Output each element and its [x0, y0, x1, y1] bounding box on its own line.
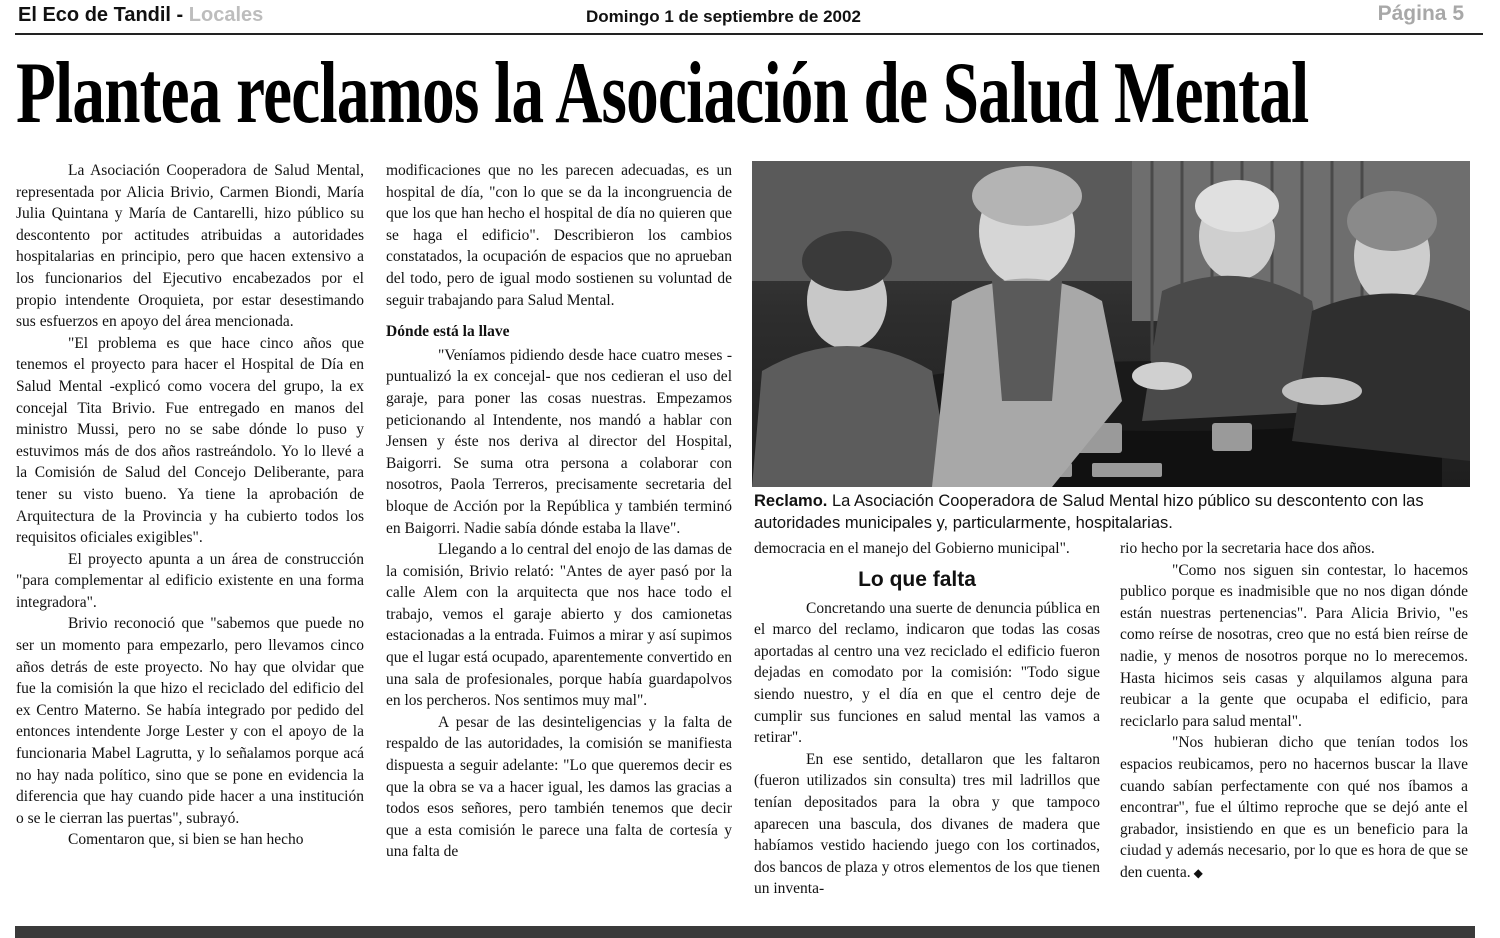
photo-illustration — [752, 161, 1470, 487]
paragraph-text: "Nos hubieran dicho que tenían todos los espacios reubicamos, pero no hacernos buscar la llave cuando sabían perfectamente con qué nos íbamos a encontrar", fue el último reproche que se dejó ante el grabador, insistiendo en que es un beneficio para la ciudad y además necesario, por lo que es hora de que se den cuenta. — [1120, 734, 1468, 881]
paragraph: El proyecto apunta a un área de construcción "para complementar al edificio existente en una forma integradora". — [16, 550, 364, 611]
news-photo — [752, 161, 1470, 487]
paragraph: La Asociación Cooperadora de Salud Mental, representada por Alicia Brivio, Carmen Biondi, María Julia Quintana y María de Cantarelli, hizo público su descontento por actitudes atribuidas a autoridades hospitalarias en principio, pero que hacen extensivo a los funcionarios del Ejecutivo encabezados por el propio intendente Oroquieta, por estar desestimando sus esfuerzos en apoyo del área mencionada. — [16, 162, 364, 331]
paragraph: "El problema es que hace cinco años que tenemos el proyecto para hacer el Hospital de Día en Salud Mental -explicó como vocera del grupo, la ex concejal Tita Brivio. Fue entregado en manos del ministro Mussi, pero no se sabe dónde lo puso y estuvimos más de dos años rastreándolo. Yo lo llevé a la Comisión de Salud del Concejo Deliberante, para tener su visto bueno. Ya tiene la aprobación de Arquitectura de la Provincia y ha cubierto todos los requisitos oficiales exigibles". — [16, 334, 364, 547]
paragraph: Comentaron que, si bien se han hecho — [68, 831, 304, 849]
newspaper-title: El Eco de Tandil - — [18, 4, 189, 26]
paragraph: "Como nos siguen sin contestar, lo hacemos publico porque es inadmisible que no nos digan dónde están nuestras pertenencias". Para Alicia Brivio, "es como reírse de nosotras, creo que no está bien reírse de nadie, y menos de nosotros porque no lo merecemos. Hasta hicimos seis casas y alquilamos alguna para reubicar a la gente que ocupaba el edificio, para reciclarlo para salud mental". — [1120, 561, 1468, 730]
issue-date: Domingo 1 de septiembre de 2002 — [586, 7, 861, 26]
newspaper-name — [18, 4, 263, 27]
section-name: Locales — [188, 4, 264, 26]
paragraph — [1120, 732, 1468, 884]
photo-caption — [754, 490, 1472, 534]
subheading-lo-que-falta: Lo que falta — [858, 567, 976, 591]
paragraph: En ese sentido, detallaron que les faltaron (fueron utilizados sin consulta) tres mil ladrillos que tenían depositados para la obra y que tampoco aparecen una bascula, dos divanes de madera que habíamos vestido haciendo juego con los cortinados, dos bancos de plaza y otros elementos de los que tienen un inventa- — [754, 750, 1100, 898]
caption-text: La Asociación Cooperadora de Salud Mental hizo público su descontento con las autoridades municipales y, particularmente, hospitalarias. — [754, 492, 1424, 532]
page-number: Página 5 — [1377, 2, 1464, 25]
paragraph: democracia en el manejo del Gobierno municipal". — [754, 540, 1070, 557]
subheading-donde-esta-la-llave: Dónde está la llave — [386, 323, 510, 341]
paragraph: Concretando una suerte de denuncia pública en el marco del reclamo, indicaron que todas las cosas aportadas al centro una vez reciclado el edificio fueron dejadas en comodato por la comisión: "Todo sigue siendo nuestro, y el día en que el centro deje de cumplir sus funciones en salud mental las vamos a retirar". — [754, 599, 1100, 747]
next-article-edge — [15, 926, 1475, 938]
paragraph: "Veníamos pidiendo desde hace cuatro meses -puntualizó la ex concejal- que nos cedieran el uso del garaje, para poner las cosas nuestras. Empezamos peticionando al Intendente, nos mandó a hablar con Jensen y éste nos deriva al director del Hospital, Baigorri. Se suma otra persona a colaborar con nosotros, Paola Terreros, precisamente secretaria del bloque de Acción por la República y también terminó en Baigorri. Nadie sabía dónde estaba la llave". — [386, 346, 732, 537]
article-column-4 — [1120, 538, 1468, 924]
header-rule — [15, 33, 1483, 35]
paragraph: Llegando a lo central del enojo de las damas de la comisión, Brivio relató: "Antes de ayer pasó por la calle Alem con la arquitecta que nos hace todo el trabajo, vemos el garaje abierto y dos camionetas estacionadas a la entrada. Fuimos a mirar y así supimos que el lugar está ocupado, aparentemente convertido en una sala de profesionales, porque había guardapolvos en los percheros. Nos sentimos muy mal". — [386, 541, 732, 710]
article-column-3 — [754, 538, 1100, 924]
page-header — [0, 0, 1500, 32]
caption-lead: Reclamo. — [754, 492, 828, 510]
article-headline: Plantea reclamos la Asociación de Salud Mental — [16, 45, 1309, 142]
article-column-2 — [386, 160, 732, 924]
paragraph: modificaciones que no les parecen adecuadas, es un hospital de día, "con lo que se da la incongruencia de que los que han hecho el hospital de día no quieren que se haga el edificio". Describieron los cambios constatados, la ocupación de espacios que no aprueban del todo, pero de igual modo sostienen su voluntad de seguir trabajando para Salud Mental. — [386, 162, 732, 309]
end-mark-icon: ◆ — [1190, 865, 1203, 880]
article-column-1 — [16, 160, 364, 924]
paragraph: A pesar de las desinteligencias y la falta de respaldo de las autoridades, la comisión se manifiesta dispuesta a seguir adelante: "Lo que queremos decir es que la obra se va a hacer igual, les damos las gracias a todos esos señores, pero también tenemos que decir que a esta comisión le parece una falta de cortesía y una falta de — [386, 713, 732, 861]
paragraph: Brivio reconoció que "sabemos que puede no ser un momento para empezarlo, pero llevamos cinco años detrás de este proyecto. No hay que olvidar que fue la comisión la que hizo el reciclado del edificio del ex Centro Materno. Se había integrado por pedido del entonces intendente Jorge Lester y con el apoyo de la funcionaria Mabel Lagrutta, y lo señalamos porque acá no hay nada político, sino que se pone en evidencia la diferencia que hay cuando pide hacer a una institución o se le cierran las puertas", subrayó. — [16, 615, 364, 827]
paragraph: rio hecho por la secretaria hace dos años. — [1120, 540, 1375, 557]
